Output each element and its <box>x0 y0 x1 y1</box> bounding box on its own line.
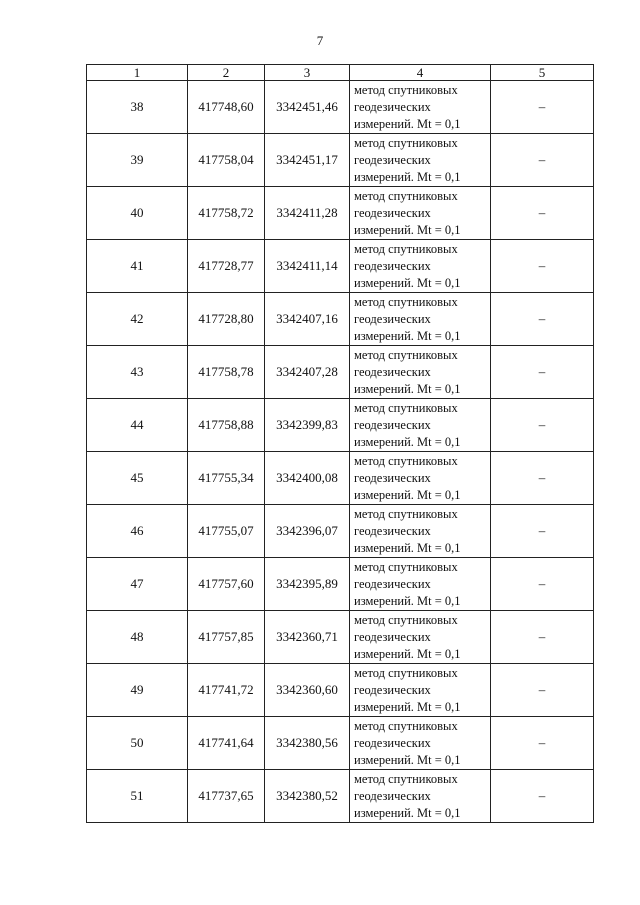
method-text-line: геодезических <box>354 417 431 432</box>
method-text-line: метод спутниковых <box>354 135 458 150</box>
method-text-line: измерений. Mt = 0,1 <box>354 222 461 237</box>
table-row <box>87 452 594 505</box>
method-text-line: геодезических <box>354 576 431 591</box>
y-coordinate-cell: 3342407,16 <box>265 293 350 346</box>
y-coordinate-cell: 3342411,14 <box>265 240 350 293</box>
y-coordinate-cell: 3342400,08 <box>265 452 350 505</box>
method-text-line: метод спутниковых <box>354 82 458 97</box>
method-text-line: измерений. Mt = 0,1 <box>354 116 461 131</box>
description-cell: – <box>491 134 594 187</box>
x-coordinate-cell: 417755,34 <box>188 452 265 505</box>
column-header: 1 <box>87 65 188 81</box>
table-row <box>87 81 594 134</box>
table-body <box>87 81 594 823</box>
column-header: 3 <box>265 65 350 81</box>
x-coordinate-cell: 417737,65 <box>188 770 265 823</box>
method-cell <box>350 346 491 399</box>
method-cell <box>350 452 491 505</box>
description-cell: – <box>491 81 594 134</box>
method-text-line: метод спутниковых <box>354 294 458 309</box>
description-cell: – <box>491 240 594 293</box>
method-cell <box>350 558 491 611</box>
page-number: 7 <box>316 33 324 48</box>
x-coordinate-cell: 417758,72 <box>188 187 265 240</box>
method-text-line: метод спутниковых <box>354 241 458 256</box>
table-row <box>87 346 594 399</box>
x-coordinate-cell: 417755,07 <box>188 505 265 558</box>
x-coordinate-cell: 417758,04 <box>188 134 265 187</box>
method-text-line: геодезических <box>354 788 431 803</box>
description-cell: – <box>491 399 594 452</box>
table-row <box>87 611 594 664</box>
description-cell: – <box>491 187 594 240</box>
point-number-cell: 39 <box>87 134 188 187</box>
method-text-line: геодезических <box>354 152 431 167</box>
method-text-line: геодезических <box>354 258 431 273</box>
y-coordinate-cell: 3342360,60 <box>265 664 350 717</box>
description-cell: – <box>491 505 594 558</box>
method-text-line: геодезических <box>354 735 431 750</box>
x-coordinate-cell: 417728,80 <box>188 293 265 346</box>
method-cell <box>350 770 491 823</box>
method-text-line: измерений. Mt = 0,1 <box>354 275 461 290</box>
column-header: 5 <box>491 65 594 81</box>
y-coordinate-cell: 3342395,89 <box>265 558 350 611</box>
method-text-line: измерений. Mt = 0,1 <box>354 434 461 449</box>
method-text-line: геодезических <box>354 311 431 326</box>
point-number-cell: 47 <box>87 558 188 611</box>
method-text-line: метод спутниковых <box>354 506 458 521</box>
description-cell: – <box>491 664 594 717</box>
point-number-cell: 45 <box>87 452 188 505</box>
description-cell: – <box>491 611 594 664</box>
point-number-cell: 44 <box>87 399 188 452</box>
method-text-line: измерений. Mt = 0,1 <box>354 540 461 555</box>
table-row <box>87 664 594 717</box>
point-number-cell: 50 <box>87 717 188 770</box>
table-row <box>87 240 594 293</box>
method-text-line: геодезических <box>354 99 431 114</box>
column-header: 2 <box>188 65 265 81</box>
table-row <box>87 187 594 240</box>
y-coordinate-cell: 3342380,56 <box>265 717 350 770</box>
point-number-cell: 40 <box>87 187 188 240</box>
method-text-line: метод спутниковых <box>354 612 458 627</box>
method-text-line: геодезических <box>354 364 431 379</box>
method-cell <box>350 664 491 717</box>
description-cell: – <box>491 293 594 346</box>
method-cell <box>350 293 491 346</box>
method-text-line: геодезических <box>354 470 431 485</box>
y-coordinate-cell: 3342451,46 <box>265 81 350 134</box>
y-coordinate-cell: 3342396,07 <box>265 505 350 558</box>
method-cell <box>350 187 491 240</box>
point-number-cell: 42 <box>87 293 188 346</box>
point-number-cell: 51 <box>87 770 188 823</box>
table-row <box>87 134 594 187</box>
method-cell <box>350 399 491 452</box>
method-text-line: метод спутниковых <box>354 188 458 203</box>
x-coordinate-cell: 417758,88 <box>188 399 265 452</box>
table-row <box>87 717 594 770</box>
method-text-line: измерений. Mt = 0,1 <box>354 487 461 502</box>
point-number-cell: 41 <box>87 240 188 293</box>
point-number-cell: 48 <box>87 611 188 664</box>
coordinates-table <box>86 64 594 823</box>
column-header: 4 <box>350 65 491 81</box>
table-row <box>87 558 594 611</box>
point-number-cell: 38 <box>87 81 188 134</box>
y-coordinate-cell: 3342451,17 <box>265 134 350 187</box>
method-text-line: измерений. Mt = 0,1 <box>354 328 461 343</box>
point-number-cell: 46 <box>87 505 188 558</box>
method-text-line: измерений. Mt = 0,1 <box>354 593 461 608</box>
x-coordinate-cell: 417758,78 <box>188 346 265 399</box>
x-coordinate-cell: 417728,77 <box>188 240 265 293</box>
method-text-line: метод спутниковых <box>354 347 458 362</box>
method-text-line: метод спутниковых <box>354 400 458 415</box>
method-text-line: измерений. Mt = 0,1 <box>354 169 461 184</box>
point-number-cell: 43 <box>87 346 188 399</box>
x-coordinate-cell: 417757,60 <box>188 558 265 611</box>
method-text-line: метод спутниковых <box>354 453 458 468</box>
method-text-line: метод спутниковых <box>354 665 458 680</box>
table-header-row <box>87 65 594 81</box>
description-cell: – <box>491 558 594 611</box>
method-text-line: измерений. Mt = 0,1 <box>354 646 461 661</box>
table-row <box>87 293 594 346</box>
method-text-line: геодезических <box>354 523 431 538</box>
method-text-line: измерений. Mt = 0,1 <box>354 381 461 396</box>
description-cell: – <box>491 452 594 505</box>
method-text-line: метод спутниковых <box>354 771 458 786</box>
y-coordinate-cell: 3342360,71 <box>265 611 350 664</box>
table-row <box>87 505 594 558</box>
method-text-line: геодезических <box>354 629 431 644</box>
point-number-cell: 49 <box>87 664 188 717</box>
y-coordinate-cell: 3342399,83 <box>265 399 350 452</box>
method-cell <box>350 134 491 187</box>
y-coordinate-cell: 3342407,28 <box>265 346 350 399</box>
method-cell <box>350 240 491 293</box>
method-text-line: измерений. Mt = 0,1 <box>354 699 461 714</box>
method-cell <box>350 717 491 770</box>
y-coordinate-cell: 3342380,52 <box>265 770 350 823</box>
y-coordinate-cell: 3342411,28 <box>265 187 350 240</box>
method-text-line: метод спутниковых <box>354 559 458 574</box>
method-text-line: геодезических <box>354 682 431 697</box>
x-coordinate-cell: 417757,85 <box>188 611 265 664</box>
x-coordinate-cell: 417748,60 <box>188 81 265 134</box>
method-cell <box>350 611 491 664</box>
table-row <box>87 770 594 823</box>
x-coordinate-cell: 417741,64 <box>188 717 265 770</box>
method-text-line: измерений. Mt = 0,1 <box>354 805 461 820</box>
x-coordinate-cell: 417741,72 <box>188 664 265 717</box>
method-text-line: геодезических <box>354 205 431 220</box>
method-text-line: метод спутниковых <box>354 718 458 733</box>
description-cell: – <box>491 346 594 399</box>
method-cell <box>350 81 491 134</box>
description-cell: – <box>491 717 594 770</box>
table-row <box>87 399 594 452</box>
method-cell <box>350 505 491 558</box>
description-cell: – <box>491 770 594 823</box>
method-text-line: измерений. Mt = 0,1 <box>354 752 461 767</box>
